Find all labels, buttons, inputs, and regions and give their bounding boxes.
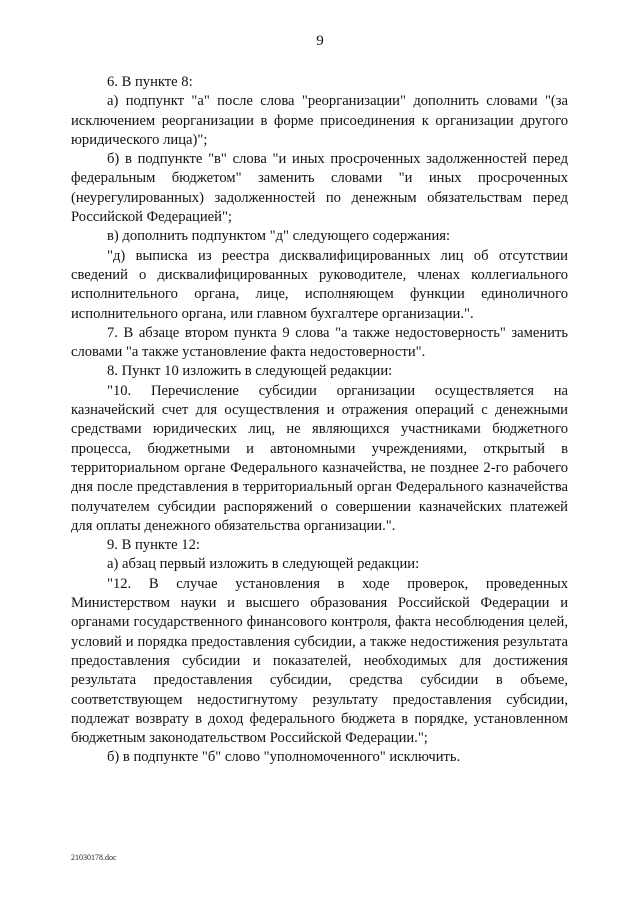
- paragraph-item-9a-quote: "12. В случае установления в ходе проверок, проведенных Министерством науки и высшего образования Российской Федерации и органами государственного финансового контроля, факта несоблюдения целей, условий и порядка предоставления субсидии, а также недостижения результата предоставления субсидии и показателей, необходимых для достижения результата предоставления субсидии, средства субсидии в объеме, соответствующем недостигнутому результату предоставления субсидии, подлежат возврату в доход федерального бюджета в порядке, установленном бюджетным законодательством Российской Федерации.";: [71, 575, 568, 747]
- paragraph-item-6v-quote: "д) выписка из реестра дисквалифицированных лиц об отсутствии сведений о дисквалифицированных руководителе, членах коллегиального исполнительного органа, лице, исполняющем функции единоличного исполнительного органа, или главном бухгалтере организации.".: [71, 247, 568, 322]
- page-number: 9: [316, 33, 324, 49]
- document-file-code: 21030178.doc: [71, 853, 117, 862]
- paragraph-item-6a: а) подпункт "а" после слова "реорганизации" дополнить словами "(за исключением реорганизации в форме присоединения к организации другого юридического лица)";: [71, 93, 568, 148]
- paragraph-item-7: 7. В абзаце втором пункта 9 слова "а также недостоверность" заменить словами "а также установление факта недостоверности".: [71, 324, 568, 361]
- paragraph-item-9a: а) абзац первый изложить в следующей редакции:: [107, 556, 420, 573]
- paragraph-item-8-quote: "10. Перечисление субсидии организации осуществляется на казначейский счет для осуществления и отражения операций с денежными средствами юридических лиц, не являющихся участниками бюджетного процесса, бюджетными и автономными учреждениями, открытый в территориальном органе Федерального казначейства, не позднее 2-го рабочего дня после представления в территориальный орган Федерального казначейства получателем субсидии распоряжений о совершении казначейских платежей для оплаты денежного обязательства организации.".: [71, 382, 568, 534]
- paragraph-item-9: 9. В пункте 12:: [107, 537, 200, 554]
- document-body: [71, 73, 568, 768]
- paragraph-item-6b: б) в подпункте "в" слова "и иных просроченных задолженностей перед федеральным бюджетом" заменить словами "и иных просроченных (неурегулированных) задолженностей по денежным обязательствам перед Российской Федерацией";: [71, 151, 568, 226]
- paragraph-item-9b: б) в подпункте "б" слово "уполномоченного" исключить.: [107, 749, 461, 766]
- paragraph-item-8: 8. Пункт 10 изложить в следующей редакции:: [107, 363, 393, 380]
- paragraph-item-6v: в) дополнить подпунктом "д" следующего содержания:: [107, 228, 451, 245]
- paragraph-item-6: 6. В пункте 8:: [107, 74, 193, 90]
